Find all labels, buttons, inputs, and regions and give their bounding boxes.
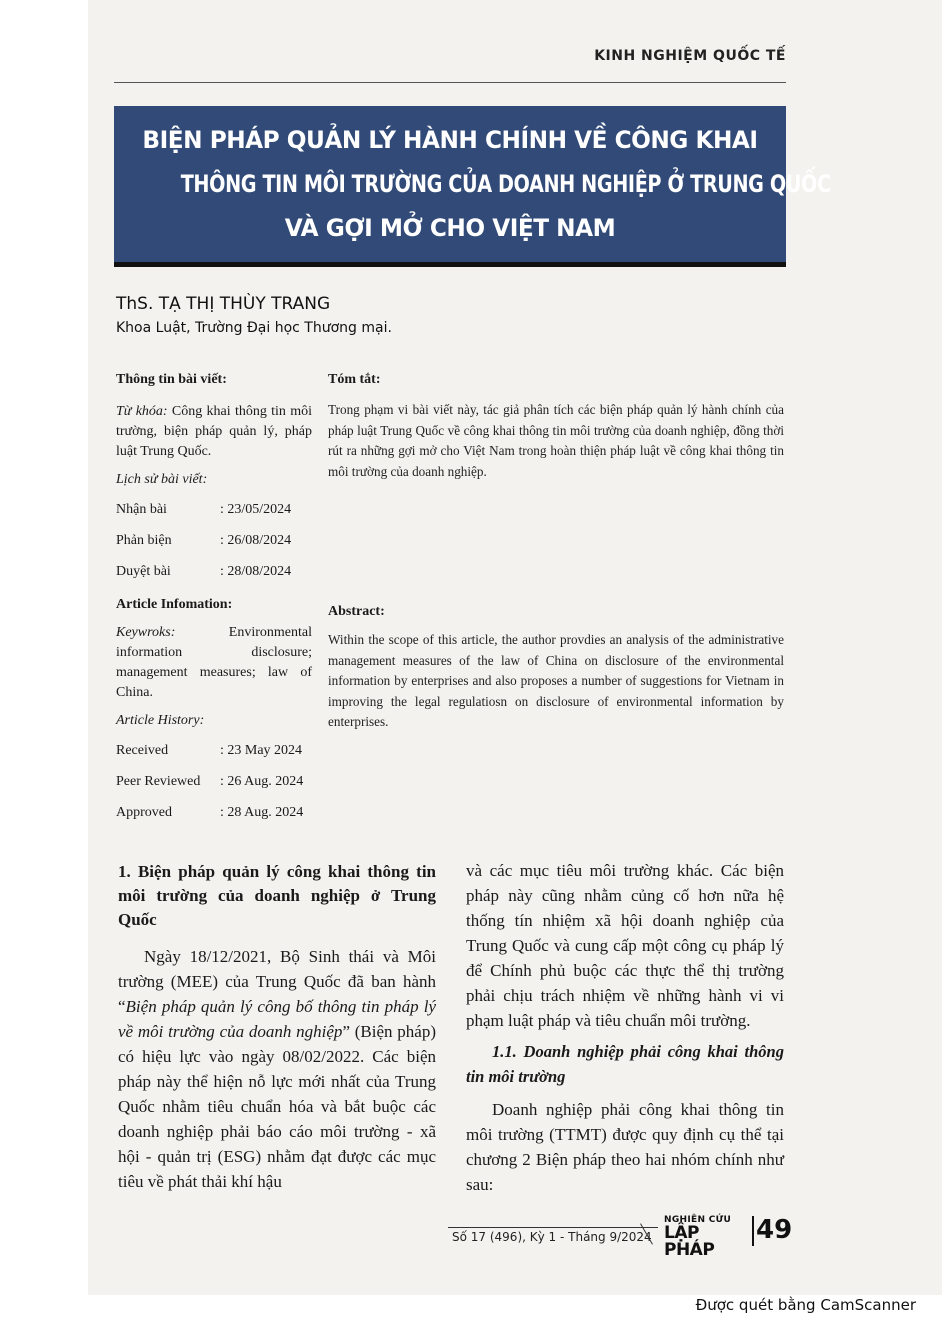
history-vi-label: Lịch sử bài viết: — [116, 472, 208, 487]
summary-vi-text: Trong phạm vi bài viết này, tác giả phân tích các biện pháp quản lý hành chính của pháp luật Trung Quốc về công khai thông tin môi trường của doanh nghiệp, đồng thời rút ra những gợi mở cho Việt Nam trong hoàn thiện pháp luật về công khai thông tin môi trường của doanh nghiệp. — [328, 402, 784, 479]
history-key: Duyệt bài — [116, 563, 171, 579]
para1-end: ” (Biện pháp) có hiệu lực vào ngày 08/02/2022. Các biện pháp này thể hiện nỗ lực mới nhất của Trung Quốc nhằm tiêu chuẩn hóa và bắt buộc các doanh nghiệp phải báo cáo môi trường - xã hội - quản trị (ESG) nhằm đạt được các mục tiêu về phát thải khí hậu — [118, 1022, 436, 1191]
history-value: : 26 Aug. 2024 — [220, 773, 304, 789]
history-row — [116, 525, 312, 556]
keywords-vi-text: Công khai thông tin môi trường, biện pháp quản lý, pháp luật Trung Quốc. — [116, 404, 312, 459]
history-row — [116, 766, 312, 797]
body-column-right — [466, 858, 784, 1197]
summary-vi-heading: Tóm tắt: — [328, 372, 381, 387]
section-rule — [114, 82, 786, 83]
summary-column — [328, 370, 784, 729]
author-affiliation: Khoa Luật, Trường Đại học Thương mại. — [116, 320, 392, 336]
history-row — [116, 797, 312, 828]
section-tag: KINH NGHIỆM QUỐC TẾ — [594, 48, 786, 64]
history-key: Approved — [116, 804, 172, 820]
body-paragraph: Doanh nghiệp phải công khai thông tin môi trường (TTMT) được quy định cụ thể tại chương 2 Biện pháp theo hai nhóm chính như sau: — [466, 1100, 784, 1194]
section-1-1-heading: 1.1. Doanh nghiệp phải công khai thông tin môi trường — [466, 1042, 784, 1086]
title-banner — [114, 106, 831, 262]
history-vi-list — [116, 494, 312, 587]
page-number: 49 — [756, 1215, 793, 1245]
footer-issue: Số 17 (496), Kỳ 1 - Tháng 9/2024 — [452, 1230, 652, 1244]
history-key: Nhận bài — [116, 501, 167, 517]
history-value: : 28 Aug. 2024 — [220, 804, 304, 820]
body-paragraph-continued: và các mục tiêu môi trường khác. Các biện pháp này cũng nhằm củng cố hơn nữa hệ thống tín nhiệm xã hội doanh nghiệp của Trung Quốc và cung cấp một công cụ pháp lý để Chính phủ buộc các thực thể thị trường phải chịu trách nhiệm về những hành vi vi phạm luật pháp và tiêu chuẩn môi trường. — [466, 861, 784, 1030]
keywords-vi — [116, 402, 312, 462]
summary-en-heading: Abstract: — [328, 604, 385, 619]
history-row — [116, 494, 312, 525]
keywords-vi-label: Từ khóa: — [116, 404, 168, 419]
history-en-list — [116, 735, 312, 828]
history-value: : 28/08/2024 — [220, 563, 292, 579]
scanner-watermark: Được quét bằng CamScanner — [695, 1296, 916, 1314]
para1-italic: Biện pháp quản lý công bố thông tin pháp lý về môi trường của doanh nghiệp — [118, 997, 436, 1041]
history-key: Received — [116, 742, 169, 758]
keywords-en-text: Environmental information disclosure; management measures; law of China. — [116, 625, 312, 700]
article-info-column — [116, 370, 312, 828]
section-1-heading: 1. Biện pháp quản lý công khai thông tin môi trường của doanh nghiệp ở Trung Quốc — [118, 862, 436, 929]
title-line-2: THÔNG TIN MÔI TRƯỜNG CỦA DOANH NGHIỆP Ở TRUNG QUỐC — [180, 170, 831, 198]
title-underline — [114, 262, 786, 267]
title-line-1: BIỆN PHÁP QUẢN LÝ HÀNH CHÍNH VỀ CÔNG KHAI — [142, 126, 758, 154]
keywords-en-label: Keywroks: — [116, 625, 176, 640]
history-value: : 23 May 2024 — [220, 742, 303, 758]
history-key: Phản biện — [116, 532, 172, 548]
history-value: : 23/05/2024 — [220, 501, 292, 517]
footer-rule — [448, 1227, 658, 1228]
history-row — [116, 556, 312, 587]
info-vi-heading: Thông tin bài viết: — [116, 372, 227, 387]
keywords-en — [116, 623, 312, 703]
summary-en-text: Within the scope of this article, the author provdies an analysis of the administrative management measures of the law of China on disclosure of the environmental information by enterprises and also proposes a number of suggestions for Vietnam in improving the legal regulatiosn on disclosure of environmental information by enterprises. — [328, 632, 784, 729]
history-key: Peer Reviewed — [116, 773, 201, 789]
author-name: ThS. TẠ THỊ THÙY TRANG — [116, 294, 331, 314]
history-value: : 26/08/2024 — [220, 532, 292, 548]
journal-logo-top: NGHIÊN CỨU — [664, 1215, 732, 1225]
journal-logo-bottom: LẬP PHÁP — [664, 1223, 715, 1260]
title-line-3: VÀ GỢI MỞ CHO VIỆT NAM — [284, 214, 616, 242]
history-row — [116, 735, 312, 766]
journal-logo — [664, 1216, 754, 1259]
body-paragraph — [118, 944, 436, 1194]
body-column-left — [118, 860, 436, 1194]
info-en-heading: Article Infomation: — [116, 597, 233, 612]
history-en-label: Article History: — [116, 713, 205, 728]
page-number-bar — [752, 1216, 754, 1246]
para1-start: Ngày 18/12/2021, Bộ Sinh thái và Môi trường (MEE) của Trung Quốc đã ban hành “ — [118, 947, 436, 1016]
